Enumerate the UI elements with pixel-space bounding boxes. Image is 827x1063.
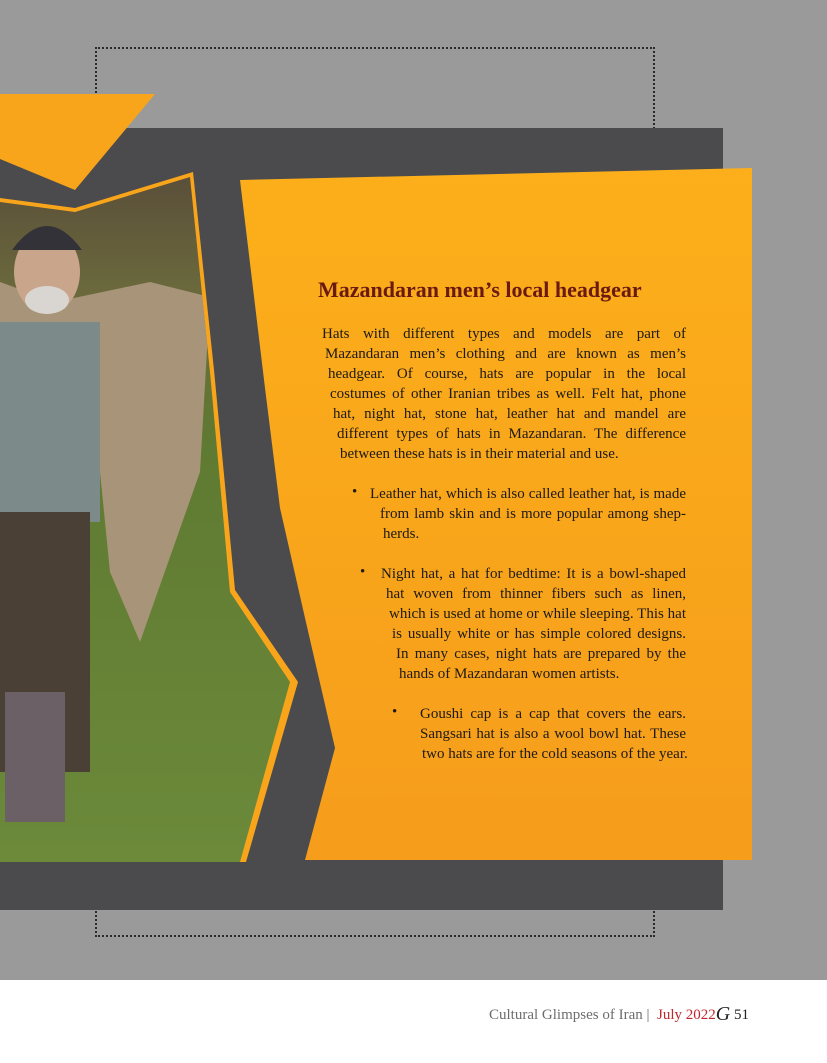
bullet-line: from lamb skin and is more popular among shep- xyxy=(380,506,686,522)
bullet-line: Sangsari hat is also a wool bowl hat. These xyxy=(420,726,686,742)
bullet-dot: • xyxy=(392,704,398,720)
bullet-line: is usually white or has simple colored designs. xyxy=(392,626,686,642)
intro-line: between these hats is in their material and use. xyxy=(340,446,619,462)
page-number: 51 xyxy=(733,1007,749,1023)
magazine-name: Cultural Glimpses of Iran xyxy=(489,1007,643,1023)
page-footer xyxy=(489,1002,749,1025)
bullet-dot: • xyxy=(360,564,366,580)
magazine-logo: G xyxy=(715,1003,731,1025)
bullet-line: Night hat, a hat for bedtime: It is a bowl-shaped xyxy=(381,566,686,582)
bullet-line: In many cases, night hats are prepared by the xyxy=(396,646,686,662)
bullet-dot: • xyxy=(352,484,358,500)
intro-line: Hats with different types and models are part of xyxy=(322,326,686,342)
bullet-line: herds. xyxy=(383,526,420,542)
issue-date: July 2022 xyxy=(657,1007,716,1023)
bullet-line: two hats are for the cold seasons of the year. xyxy=(422,746,688,762)
intro-line: headgear. Of course, hats are popular in the local xyxy=(328,366,686,382)
intro-line: hat, night hat, stone hat, leather hat and mandel are xyxy=(333,406,686,422)
bullet-line: which is used at home or while sleeping. This hat xyxy=(389,606,686,622)
intro-line: different types of hats in Mazandaran. The difference xyxy=(337,426,686,442)
article-title: Mazandaran men’s local headgear xyxy=(318,277,642,302)
bullet-line: hat woven from thinner fibers such as linen, xyxy=(386,586,686,602)
intro-line: Mazandaran men’s clothing and are known as men’s xyxy=(325,346,686,362)
intro-line: costumes of other Iranian tribes as well. Felt hat, phone xyxy=(330,386,686,402)
footer-separator: | xyxy=(646,1007,650,1023)
bullet-line: Goushi cap is a cap that covers the ears. xyxy=(420,706,686,722)
bullet-line: hands of Mazandaran women artists. xyxy=(399,666,620,682)
bullet-line: Leather hat, which is also called leather hat, is made xyxy=(370,486,686,502)
